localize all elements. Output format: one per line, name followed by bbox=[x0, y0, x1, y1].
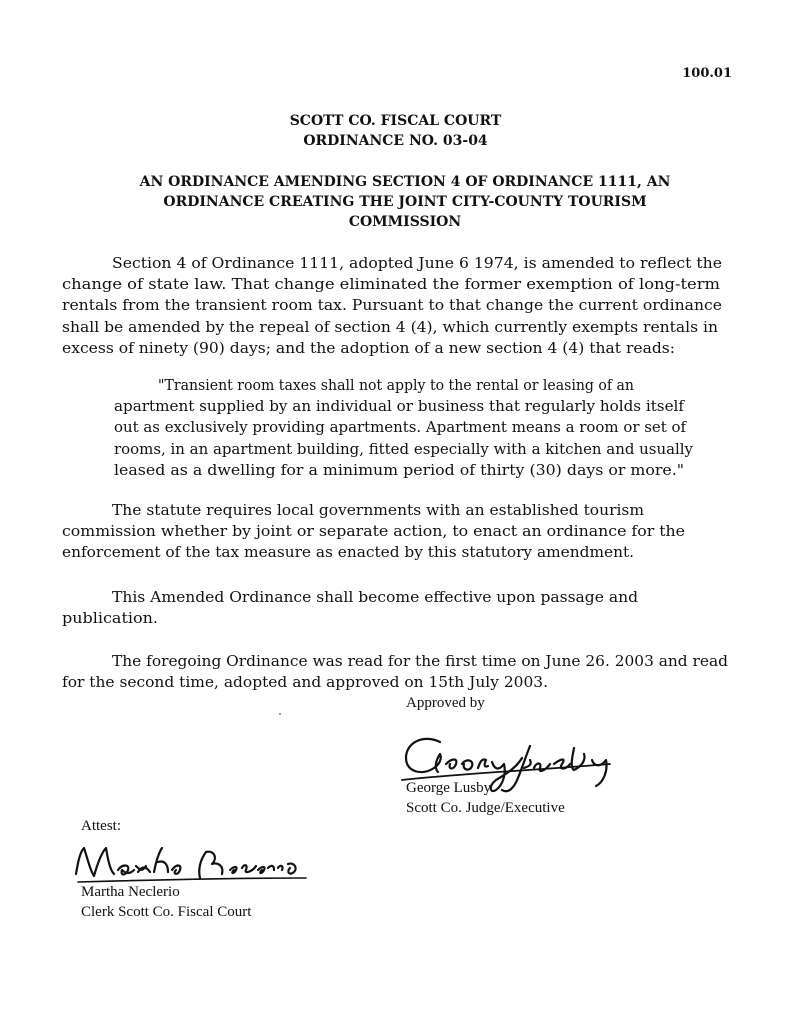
paragraph-reading bbox=[62, 651, 732, 693]
title-line: COMMISSION bbox=[348, 214, 462, 230]
text-line: rentals from the transient room tax. Pursuant to that change the current ordinance bbox=[62, 297, 723, 315]
text-line: apartment supplied by an individual or business that regularly holds itself bbox=[114, 398, 684, 416]
text-line: publication. bbox=[62, 610, 158, 628]
attest-label: Attest: bbox=[81, 818, 121, 834]
paragraph-effective bbox=[62, 587, 682, 629]
text-line: rooms, in an apartment building, fitted especially with a kitchen and usually bbox=[114, 440, 693, 458]
speck bbox=[279, 713, 281, 715]
title-line: ORDINANCE CREATING THE JOINT CITY-COUNTY TOURISM bbox=[163, 194, 647, 210]
text-line: shall be amended by the repeal of section 4 (4), which currently exempts rentals in bbox=[62, 318, 719, 336]
text-line: The statute requires local governments with an established tourism bbox=[112, 502, 644, 519]
text-line: The foregoing Ordinance was read for the first time on June 26. 2003 and read bbox=[112, 653, 728, 670]
text-line: Section 4 of Ordinance 1111, adopted June 6 1974, is amended to reflect the bbox=[112, 255, 723, 272]
text-line: "Transient room taxes shall not apply to the rental or leasing of an bbox=[158, 377, 634, 394]
ordinance-title bbox=[60, 172, 750, 232]
paragraph-amendment bbox=[62, 253, 722, 359]
ordinance-number: ORDINANCE NO. 03-04 bbox=[303, 133, 488, 149]
page-number: 100.01 bbox=[682, 66, 732, 81]
text-line: This Amended Ordinance shall become effective upon passage and bbox=[112, 589, 638, 606]
text-line: commission whether by joint or separate action, to enact an ordinance for the bbox=[62, 523, 685, 541]
court-name: SCOTT CO. FISCAL COURT bbox=[289, 113, 502, 129]
text-line: change of state law. That change eliminated the former exemption of long-term bbox=[62, 276, 720, 294]
title-line: AN ORDINANCE AMENDING SECTION 4 OF ORDINANCE 1111, AN bbox=[139, 174, 671, 190]
clerk-name: Martha Neclerio bbox=[81, 884, 180, 900]
approved-by-label: Approved by bbox=[406, 695, 485, 711]
text-line: leased as a dwelling for a minimum period of thirty (30) days or more." bbox=[114, 461, 684, 479]
paragraph-statute bbox=[62, 500, 702, 564]
text-line: enforcement of the tax measure as enacted by this statutory amendment. bbox=[62, 544, 634, 562]
quoted-section bbox=[114, 375, 694, 481]
clerk-title: Clerk Scott Co. Fiscal Court bbox=[81, 904, 252, 920]
text-line: excess of ninety (90) days; and the adoption of a new section 4 (4) that reads: bbox=[62, 339, 675, 357]
judge-name: George Lusby bbox=[406, 780, 492, 796]
judge-title: Scott Co. Judge/Executive bbox=[406, 800, 565, 816]
text-line: out as exclusively providing apartments. Apartment means a room or set of bbox=[114, 419, 686, 437]
text-line: for the second time, adopted and approved on 15th July 2003. bbox=[62, 674, 548, 692]
clerk-signature bbox=[68, 838, 313, 888]
